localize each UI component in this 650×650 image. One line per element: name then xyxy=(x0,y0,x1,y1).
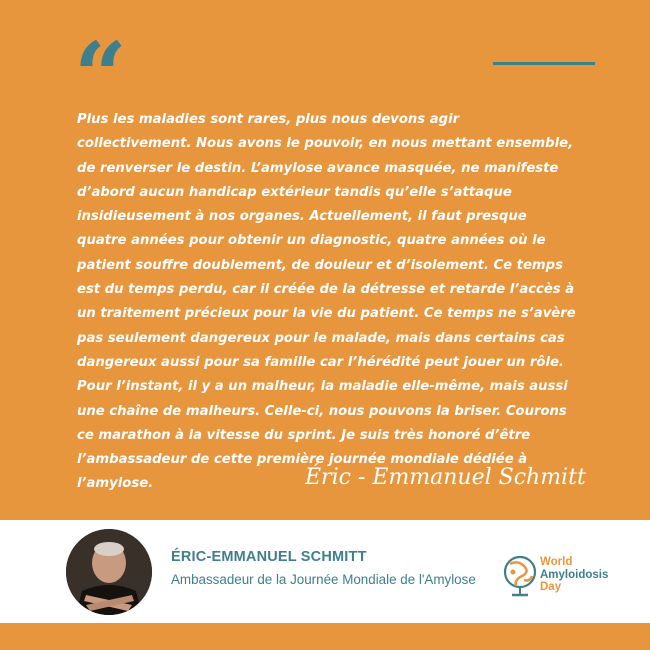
quote-text: Plus les maladies sont rares, plus nous devons agir collectivement. Nous avons le pouvoir, en nous mettant ensemble, de renverser le destin. L’amylose avance masquée, ne manifeste d’abord aucun handicap extérieur tandis qu’elle s’attaque insidieusement à nos organes. Actuellement, il faut presque quatre années pour obtenir un diagnostic, quatre années où le patient souffre doublement, de douleur et d’isolement. Ce temps est du temps perdu, car il créée de la détresse et retarde l’accès à un traitement précieux pour la vie du patient. Ce temps ne s’avère pas seulement dangereux pour le malade, mais dans certains cas dangereux aussi pour sa famille car l’hérédité peut jouer un rôle. Pour l’instant, il y a un malheur, la maladie elle-même, mais aussi une chaîne de malheurs. Celle-ci, nous pouvons la briser. Courons ce marathon à la vitesse du sprint. Je suis très honoré d’être l’ambassadeur de cette première journée mondiale dédiée à l’amylose. xyxy=(77,112,576,492)
logo-text xyxy=(540,556,608,594)
author-role: Ambassadeur de la Journée Mondiale de l'Amylose xyxy=(171,572,476,587)
quote-mark-icon: “ xyxy=(74,22,121,130)
globe-icon xyxy=(500,550,540,602)
portrait-image xyxy=(66,529,152,615)
author-name: ÉRIC-EMMANUEL SCHMITT xyxy=(171,549,367,565)
footer-strip xyxy=(0,623,650,650)
signature-text: Éric - Emmanuel Schmitt xyxy=(305,465,586,490)
decorative-rule xyxy=(493,62,595,65)
signature xyxy=(305,452,605,498)
world-amyloidosis-day-logo xyxy=(500,550,610,602)
author-bar xyxy=(0,520,650,623)
avatar xyxy=(66,529,152,615)
logo-line-day: Day xyxy=(540,581,562,593)
logo-line-amyloidosis: Amyloidosis xyxy=(540,568,609,581)
logo-line-world: World xyxy=(540,556,573,568)
